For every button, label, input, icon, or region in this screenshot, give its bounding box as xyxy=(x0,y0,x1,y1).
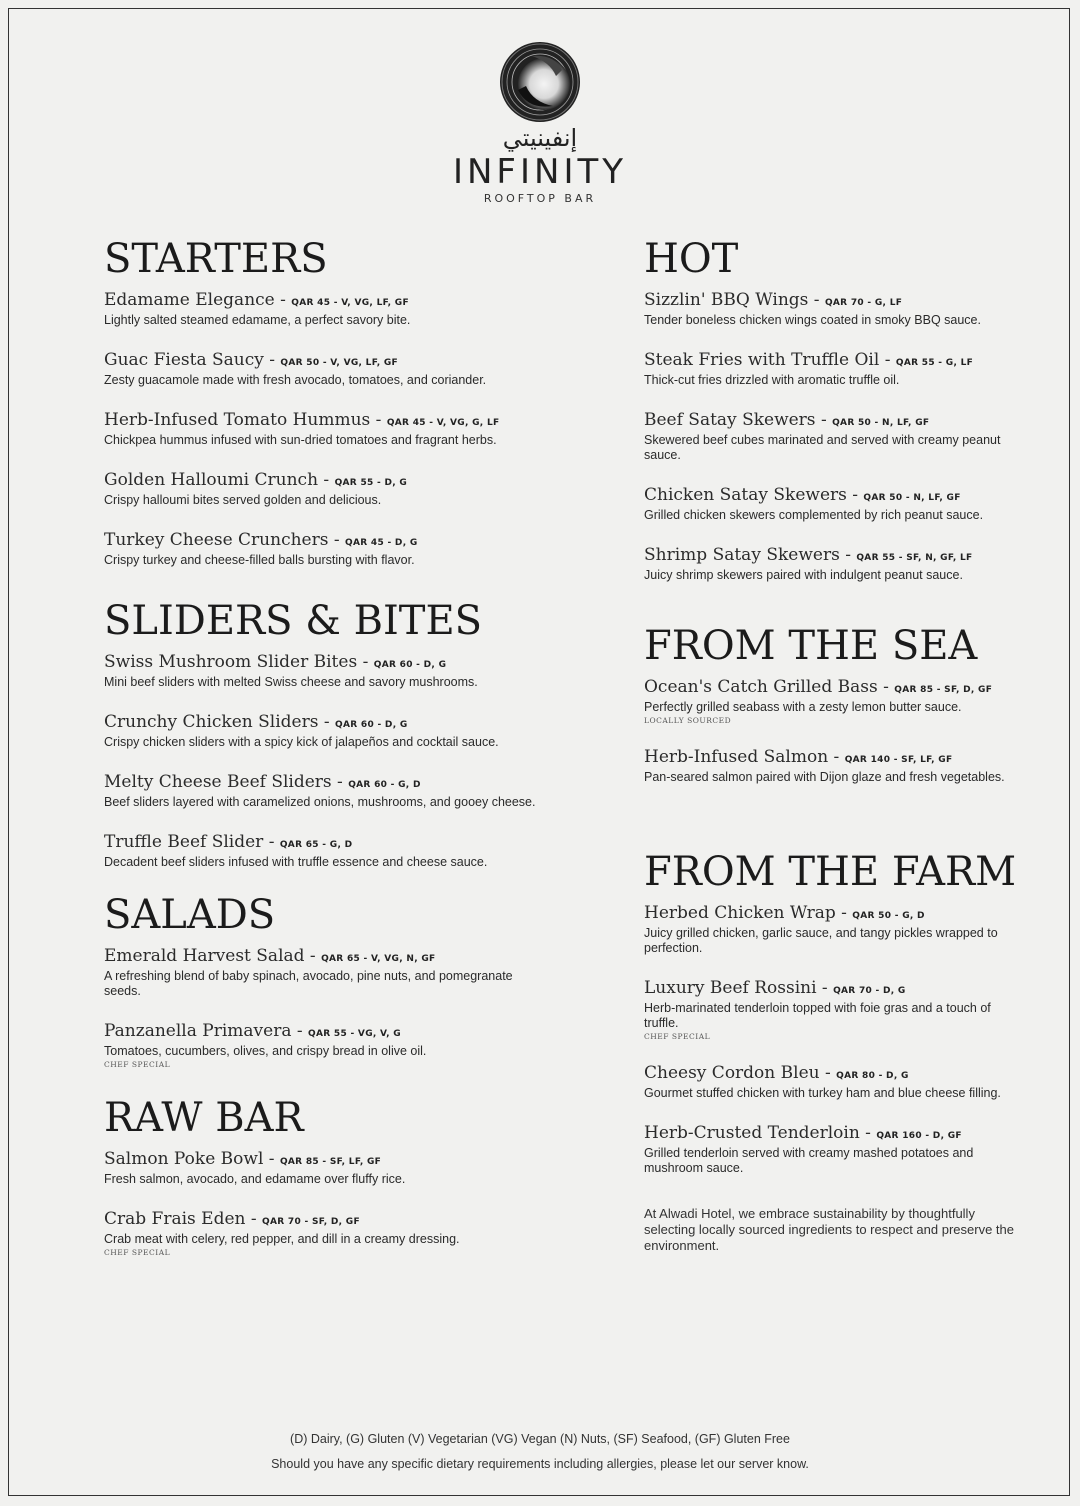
separator: - xyxy=(859,1123,877,1143)
menu-item xyxy=(104,1149,544,1187)
menu-item xyxy=(104,470,544,508)
menu-item-price: QAR 50 - G, D xyxy=(852,911,925,921)
menu-item-name: Truffle Beef Slider xyxy=(104,832,264,852)
menu-item xyxy=(644,290,1024,328)
menu-item-description: Perfectly grilled seabass with a zesty lemon butter sauce. xyxy=(644,700,962,714)
menu-item-price: QAR 70 - G, LF xyxy=(824,298,903,308)
menu-item-description: Crab meat with celery, red pepper, and dill in a creamy dressing. xyxy=(104,1232,460,1246)
separator: - xyxy=(370,410,387,430)
menu-section xyxy=(104,236,544,568)
menu-item-name: Salmon Poke Bowl xyxy=(104,1149,264,1169)
menu-item-price: QAR 55 - D, G xyxy=(334,478,408,488)
menu-item-header xyxy=(644,903,1024,926)
menu-item-description: Grilled tenderloin served with creamy mashed potatoes and mushroom sauce. xyxy=(644,1146,974,1175)
section-title: SALADS xyxy=(104,892,276,938)
separator: - xyxy=(318,470,335,490)
right-column xyxy=(644,236,1024,1254)
separator: - xyxy=(318,712,336,732)
separator: - xyxy=(879,350,896,370)
menu-item-price: QAR 45 - V, VG, G, LF xyxy=(386,418,500,428)
separator: - xyxy=(331,772,349,792)
section-title: HOT xyxy=(644,236,739,282)
section-title: FROM THE SEA xyxy=(644,623,978,669)
menu-item xyxy=(644,978,1024,1041)
menu-item-name: Swiss Mushroom Slider Bites xyxy=(104,652,358,672)
menu-item-description: Crispy turkey and cheese-filled balls bursting with flavor. xyxy=(104,553,415,567)
menu-item xyxy=(104,946,544,999)
brand-subtitle: ROOFTOP BAR xyxy=(483,192,597,205)
menu-item-price: QAR 60 - G, D xyxy=(348,780,421,790)
menu-item xyxy=(104,530,544,568)
menu-item-header xyxy=(644,1123,1024,1146)
menu-item-name: Shrimp Satay Skewers xyxy=(644,545,840,565)
menu-item-price: QAR 60 - D, G xyxy=(373,660,447,670)
menu-item-header xyxy=(104,1149,544,1172)
menu-item-name: Guac Fiesta Saucy xyxy=(104,350,264,370)
separator: - xyxy=(263,832,280,852)
menu-item-description: Crispy chicken sliders with a spicy kick of jalapeños and cocktail sauce. xyxy=(104,735,499,749)
menu-item-description: Mini beef sliders with melted Swiss cheese and savory mushrooms. xyxy=(104,675,478,689)
menu-section xyxy=(104,892,544,1069)
menu-item-description: A refreshing blend of baby spinach, avocado, pine nuts, and pomegranate seeds. xyxy=(104,969,513,998)
separator: - xyxy=(835,903,853,923)
separator: - xyxy=(828,747,845,767)
menu-item xyxy=(644,1123,1024,1176)
menu-item xyxy=(644,677,1024,725)
menu-section xyxy=(104,1095,544,1257)
menu-item-description: Crispy halloumi bites served golden and delicious. xyxy=(104,493,382,507)
menu-section xyxy=(644,849,1024,1176)
menu-item-description: Skewered beef cubes marinated and served with creamy peanut sauce. xyxy=(644,433,1001,462)
menu-item-description: Beef sliders layered with caramelized onions, mushrooms, and gooey cheese. xyxy=(104,795,536,809)
menu-item-price: QAR 60 - D, G xyxy=(335,720,408,730)
menu-item-price: QAR 70 - D, G xyxy=(833,986,906,996)
menu-item-price: QAR 140 - SF, LF, GF xyxy=(844,755,953,765)
menu-item-description: Chickpea hummus infused with sun-dried tomatoes and fragrant herbs. xyxy=(104,433,497,447)
menu-item-header xyxy=(644,1063,1024,1086)
header xyxy=(0,40,1080,205)
menu-item-name: Cheesy Cordon Bleu xyxy=(644,1063,820,1083)
separator: - xyxy=(808,290,825,310)
separator: - xyxy=(846,485,864,505)
menu-item-price: QAR 160 - D, GF xyxy=(876,1131,962,1141)
menu-item-name: Chicken Satay Skewers xyxy=(644,485,847,505)
menu-item-header xyxy=(104,772,544,795)
menu-item-price: QAR 45 - V, VG, LF, GF xyxy=(291,298,409,308)
separator: - xyxy=(839,545,857,565)
menu-item xyxy=(104,290,544,328)
menu-item-name: Ocean's Catch Grilled Bass xyxy=(644,677,878,697)
menu-item xyxy=(644,903,1024,956)
menu-item xyxy=(104,1021,544,1069)
allergy-notice: Should you have any specific dietary requirements including allergies, please let our server know. xyxy=(271,1457,809,1471)
menu-item-price: QAR 45 - D, G xyxy=(345,538,418,548)
menu-item xyxy=(104,652,544,690)
dietary-legend: (D) Dairy, (G) Gluten (V) Vegetarian (VG) Vegan (N) Nuts, (SF) Seafood, (GF) Gluten Free xyxy=(290,1432,790,1446)
separator: - xyxy=(819,1063,837,1083)
menu-item-name: Crab Frais Eden xyxy=(104,1209,246,1229)
menu-section xyxy=(644,623,1024,785)
menu-item-header xyxy=(644,410,1024,433)
menu-item-header xyxy=(104,1209,544,1232)
menu-item-tag: CHEF SPECIAL xyxy=(104,1248,171,1257)
menu-item-description: Decadent beef sliders infused with truffle essence and cheese sauce. xyxy=(104,855,488,869)
separator: - xyxy=(816,978,834,998)
menu-item-price: QAR 70 - SF, D, GF xyxy=(262,1217,360,1227)
menu-item-price: QAR 80 - D, G xyxy=(836,1071,909,1081)
menu-item-header xyxy=(644,485,1024,508)
menu-item-description: Juicy grilled chicken, garlic sauce, and tangy pickles wrapped to perfection. xyxy=(644,926,998,955)
menu-item-header xyxy=(644,747,1024,770)
menu-item-name: Emerald Harvest Salad xyxy=(104,946,305,966)
menu-item-header xyxy=(104,832,544,855)
section-title: RAW BAR xyxy=(104,1095,304,1141)
menu-item-name: Beef Satay Skewers xyxy=(644,410,816,430)
menu-item xyxy=(644,350,1024,388)
menu-item-price: QAR 50 - N, LF, GF xyxy=(863,493,961,503)
menu-item xyxy=(104,350,544,388)
menu-item-price: QAR 65 - G, D xyxy=(279,840,353,850)
menu-item-header xyxy=(104,1021,544,1044)
separator: - xyxy=(291,1021,309,1041)
menu-item-name: Turkey Cheese Crunchers xyxy=(104,530,329,550)
menu-item-name: Luxury Beef Rossini xyxy=(644,978,817,998)
menu-item xyxy=(104,1209,544,1257)
menu-section xyxy=(644,236,1024,583)
menu-item-header xyxy=(104,946,544,969)
separator: - xyxy=(274,290,292,310)
menu-item-price: QAR 55 - SF, N, GF, LF xyxy=(856,553,973,563)
separator: - xyxy=(328,530,346,550)
menu-item xyxy=(104,832,544,870)
menu-item-price: QAR 55 - VG, V, G xyxy=(308,1029,401,1039)
menu-item-description: Thick-cut fries drizzled with aromatic truffle oil. xyxy=(644,373,900,387)
menu-item-name: Sizzlin' BBQ Wings xyxy=(644,290,809,310)
menu-item-description: Tender boneless chicken wings coated in smoky BBQ sauce. xyxy=(644,313,981,327)
menu-item-name: Herb-Infused Salmon xyxy=(644,747,829,767)
menu-item-header xyxy=(104,712,544,735)
menu-item xyxy=(644,485,1024,523)
menu-item-name: Panzanella Primavera xyxy=(104,1021,292,1041)
menu-item-price: QAR 85 - SF, D, GF xyxy=(894,685,993,695)
menu-item-header xyxy=(644,350,1024,373)
sustainability-note: At Alwadi Hotel, we embrace sustainability by thoughtfully selecting locally sourced ingredients to respect and preserve the environment. xyxy=(644,1206,1014,1253)
menu-item-tag: CHEF SPECIAL xyxy=(104,1060,171,1069)
menu-item-header xyxy=(644,978,1024,1001)
brand-arabic: إنفينيتي xyxy=(502,124,578,152)
menu-item-header xyxy=(104,470,544,493)
infinity-logo-icon xyxy=(498,40,582,124)
menu-item xyxy=(644,747,1024,785)
menu-item-name: Edamame Elegance xyxy=(104,290,275,310)
separator: - xyxy=(263,350,281,370)
section-title: SLIDERS & BITES xyxy=(104,598,483,644)
menu-item-price: QAR 85 - SF, LF, GF xyxy=(279,1157,382,1167)
menu-item-name: Herb-Crusted Tenderloin xyxy=(644,1123,860,1143)
menu-item-description: Zesty guacamole made with fresh avocado, tomatoes, and coriander. xyxy=(104,373,487,387)
menu-item-description: Gourmet stuffed chicken with turkey ham and blue cheese filling. xyxy=(644,1086,1001,1100)
separator: - xyxy=(263,1149,280,1169)
separator: - xyxy=(357,652,374,672)
left-column xyxy=(104,236,544,1279)
section-title: FROM THE FARM xyxy=(644,849,1017,895)
menu-item-name: Melty Cheese Beef Sliders xyxy=(104,772,332,792)
separator: - xyxy=(877,677,895,697)
menu-item-header xyxy=(104,350,544,373)
menu-item-description: Herb-marinated tenderloin topped with foie gras and a touch of truffle. xyxy=(644,1001,991,1030)
separator: - xyxy=(304,946,322,966)
menu-item-price: QAR 55 - G, LF xyxy=(895,358,974,368)
menu-item xyxy=(104,410,544,448)
menu-item-description: Juicy shrimp skewers paired with indulgent peanut sauce. xyxy=(644,568,963,582)
menu-item-name: Herb-Infused Tomato Hummus xyxy=(104,410,371,430)
menu-item xyxy=(644,1063,1024,1101)
menu-item-header xyxy=(104,290,544,313)
menu-item xyxy=(104,772,544,810)
menu-item-header xyxy=(104,652,544,675)
menu-section xyxy=(104,598,544,870)
menu-item-header xyxy=(644,545,1024,568)
menu-item xyxy=(644,545,1024,583)
separator: - xyxy=(245,1209,263,1229)
brand-name: INFINITY xyxy=(452,152,628,192)
menu-item-name: Crunchy Chicken Sliders xyxy=(104,712,319,732)
menu-item-description: Tomatoes, cucumbers, olives, and crispy bread in olive oil. xyxy=(104,1044,427,1058)
menu-item-header xyxy=(104,410,544,433)
menu-item-description: Lightly salted steamed edamame, a perfect savory bite. xyxy=(104,313,411,327)
menu-item xyxy=(104,712,544,750)
section-title: STARTERS xyxy=(104,236,328,282)
menu-item-price: QAR 65 - V, VG, N, GF xyxy=(321,954,436,964)
menu-item-header xyxy=(104,530,544,553)
menu-item-name: Golden Halloumi Crunch xyxy=(104,470,319,490)
menu-item-description: Fresh salmon, avocado, and edamame over fluffy rice. xyxy=(104,1172,406,1186)
menu-item-description: Pan-seared salmon paired with Dijon glaze and fresh vegetables. xyxy=(644,770,1005,784)
menu-item xyxy=(644,410,1024,463)
menu-item-description: Grilled chicken skewers complemented by rich peanut sauce. xyxy=(644,508,984,522)
menu-item-header xyxy=(644,290,1024,313)
menu-item-price: QAR 50 - N, LF, GF xyxy=(832,418,930,428)
menu-item-name: Herbed Chicken Wrap xyxy=(644,903,836,923)
menu-item-tag: LOCALLY SOURCED xyxy=(644,716,732,725)
menu-item-name: Steak Fries with Truffle Oil xyxy=(644,350,880,370)
menu-item-header xyxy=(644,677,1024,700)
separator: - xyxy=(815,410,833,430)
menu-item-price: QAR 50 - V, VG, LF, GF xyxy=(280,358,398,368)
menu-item-tag: CHEF SPECIAL xyxy=(644,1032,711,1041)
